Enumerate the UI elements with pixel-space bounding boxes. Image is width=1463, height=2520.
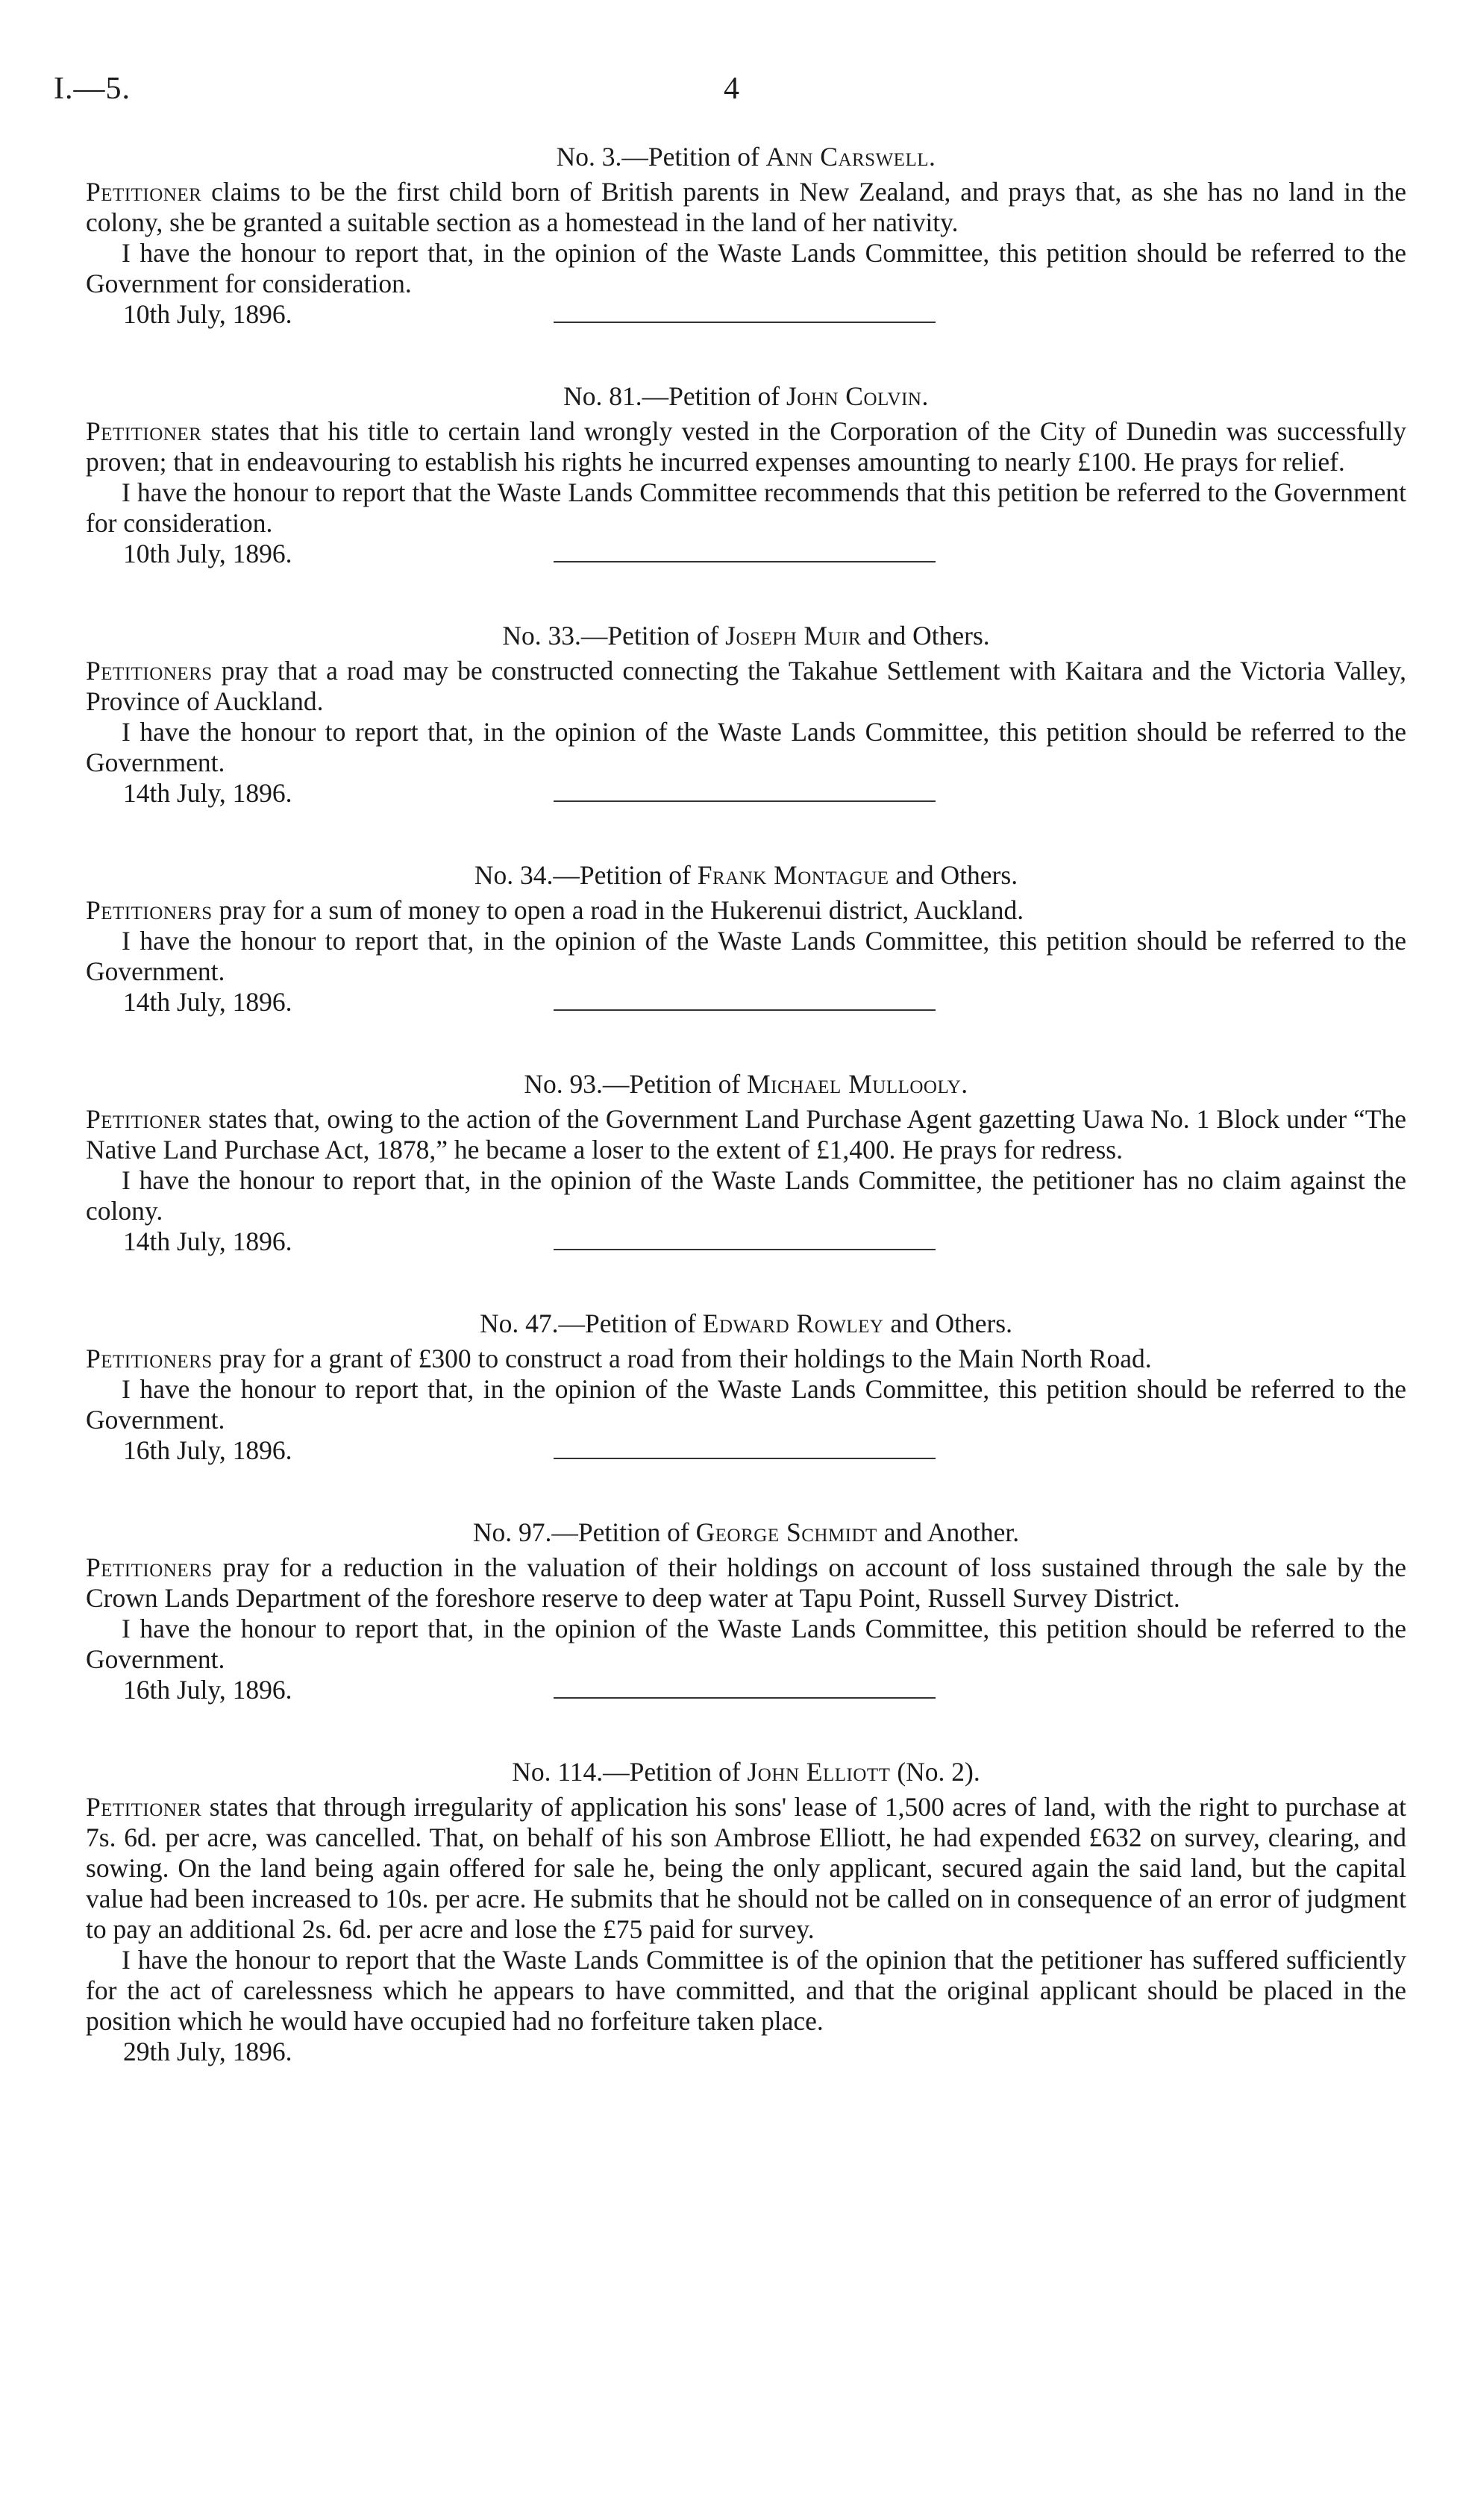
committee-report: I have the honour to report that, in the opinion of the Waste Lands Committee, this petition should be referred to the Government for consideration. [86, 238, 1406, 298]
petition-title: No. 33.—Petition of Joseph Muir and Others. [502, 621, 990, 651]
report-date: 29th July, 1896. [123, 2037, 292, 2066]
petition-text: Petitioner claims to be the first child born of British parents in New Zealand, and prays that, as she has no land in the colony, she be granted a suitable section as a homestead in the land of her nativity. [86, 177, 1407, 237]
separator-rule [554, 800, 936, 802]
petitions-body [86, 142, 1406, 2067]
report-date: 14th July, 1896. [123, 1226, 292, 1256]
petitioner-name: George Schmidt [695, 1517, 877, 1547]
petition-text: Petitioners pray for a sum of money to open a road in the Hukerenui district, Auckland. [86, 895, 1024, 925]
petition-entry [86, 1757, 1406, 2067]
report-date: 16th July, 1896. [123, 1435, 292, 1465]
separator-rule [554, 1458, 936, 1459]
petition-title: No. 97.—Petition of George Schmidt and Another. [472, 1517, 1020, 1547]
petitioner-name: John Elliott [747, 1757, 891, 1787]
report-date-line [86, 2037, 1406, 2067]
petition-title: No. 3.—Petition of Ann Carswell. [556, 142, 936, 172]
page-header [0, 71, 1463, 116]
petition-text: Petitioners pray for a grant of £300 to construct a road from their holdings to the Main North Road. [86, 1344, 1152, 1373]
petitioner-name: Frank Montague [697, 860, 889, 890]
petition-title: No. 47.—Petition of Edward Rowley and Others. [480, 1308, 1012, 1338]
committee-report: I have the honour to report that, in the opinion of the Waste Lands Committee, this petition should be referred to the Government. [86, 1614, 1406, 1674]
report-date-line [86, 778, 1406, 809]
report-date: 10th July, 1896. [123, 539, 292, 568]
petition-title: No. 93.—Petition of Michael Mullooly. [524, 1069, 968, 1099]
committee-report: I have the honour to report that, in the opinion of the Waste Lands Committee, the petitioner has no claim against the colony. [86, 1165, 1406, 1226]
separator-rule [554, 1697, 936, 1699]
petition-entry [86, 1517, 1406, 1705]
petitioner-name: Edward Rowley [702, 1308, 884, 1338]
report-date: 16th July, 1896. [123, 1675, 292, 1705]
committee-report: I have the honour to report that, in the opinion of the Waste Lands Committee, this petition should be referred to the Government. [86, 717, 1406, 777]
petition-text: Petitioner states that through irregularity of application his sons' lease of 1,500 acres of land, with the right to purchase at 7s. 6d. per acre, was cancelled. That, on behalf of his son Ambrose Elliott, he had expended £632 on survey, clearing, and sowing. On the land being again offered for sale he, being the only applicant, secured again the said land, but the capital value had been increased to 10s. per acre. He submits that he should not be called on in consequence of an error of judgment to pay an additional 2s. 6d. per acre and lose the £75 paid for survey. [86, 1792, 1407, 1944]
page-number: 4 [724, 72, 739, 106]
petition-entry [86, 381, 1406, 569]
separator-rule [554, 561, 936, 562]
committee-report: I have the honour to report that the Waste Lands Committee recommends that this petition be referred to the Government for consideration. [86, 477, 1406, 538]
petitioner-name: John Colvin. [786, 381, 929, 411]
petition-text: Petitioner states that his title to certain land wrongly vested in the Corporation of the City of Dunedin was successfully proven; that in endeavouring to establish his rights he incurred expenses amounting to nearly £100. He prays for relief. [86, 416, 1406, 477]
report-date: 10th July, 1896. [123, 299, 292, 329]
petition-text: Petitioners pray for a reduction in the valuation of their holdings on account of loss sustained through the sale by the Crown Lands Department of the foreshore reserve to deep water at Tapu Point, Russell Survey District. [86, 1552, 1407, 1613]
report-date-line [86, 1435, 1406, 1466]
petition-entry [86, 860, 1406, 1018]
report-date-line [86, 539, 1406, 569]
petition-text: Petitioner states that, owing to the action of the Government Land Purchase Agent gazetting Uawa No. 1 Block under “The Native Land Purchase Act, 1878,” he became a loser to the extent of £1,400. He prays for redress. [86, 1104, 1406, 1165]
petition-entry [86, 142, 1406, 330]
petitioner-name: Joseph Muir [725, 621, 862, 651]
petitioner-name: Ann Carswell. [765, 142, 936, 172]
petition-entry [86, 1069, 1406, 1257]
committee-report: I have the honour to report that the Waste Lands Committee is of the opinion that the petitioner has suffered sufficiently for the act of carelessness which he appears to have committed, and that the original applicant should be placed in the position which he would have occupied had no forfeiture taken place. [86, 1945, 1406, 2036]
petition-title: No. 34.—Petition of Frank Montague and Others. [474, 860, 1018, 890]
petitioner-name: Michael Mullooly. [747, 1069, 968, 1099]
report-date-line [86, 987, 1406, 1018]
report-date: 14th July, 1896. [123, 778, 292, 808]
report-date-line [86, 299, 1406, 330]
report-date-line [86, 1226, 1406, 1257]
report-date: 14th July, 1896. [123, 987, 292, 1017]
separator-rule [554, 1249, 936, 1250]
petition-entry [86, 1308, 1406, 1466]
committee-report: I have the honour to report that, in the opinion of the Waste Lands Committee, this petition should be referred to the Government. [86, 926, 1406, 986]
separator-rule [554, 322, 936, 323]
report-date-line [86, 1675, 1406, 1705]
separator-rule [554, 1009, 936, 1011]
petition-title: No. 114.—Petition of John Elliott (No. 2). [512, 1757, 980, 1787]
petition-text: Petitioners pray that a road may be constructed connecting the Takahue Settlement with Kaitara and the Victoria Valley, Province of Auckland. [86, 656, 1406, 716]
committee-report: I have the honour to report that, in the opinion of the Waste Lands Committee, this petition should be referred to the Government. [86, 1374, 1406, 1435]
petition-entry [86, 621, 1406, 809]
petition-title: No. 81.—Petition of John Colvin. [563, 381, 929, 411]
parliamentary-paper-ref: I.—5. [54, 72, 131, 106]
